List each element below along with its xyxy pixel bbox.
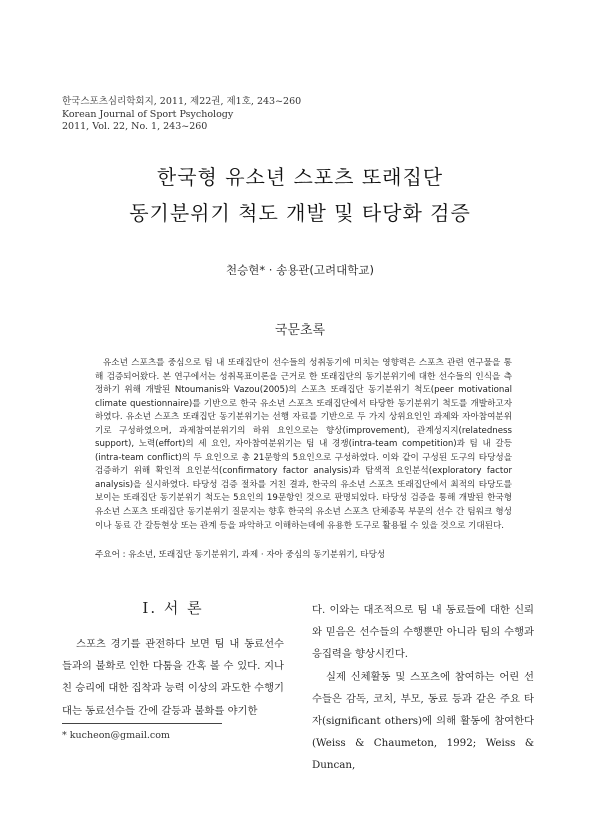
paper-title-line2: 동기분위기 척도 개발 및 타당화 검증 [129,201,471,225]
journal-korean: 한국스포츠심리학회지, 2011, 제22권, 제1호, 243~260 [62,96,302,107]
paper-title-line1: 한국형 유소년 스포츠 또래집단 [156,165,444,189]
keywords: 주요어 : 유소년, 또래집단 동기분위기, 과제 · 자아 중심의 동기분위기, 타당성 [95,550,386,560]
footnote-rule [62,723,222,724]
intro-paragraph-2: 다. 이와는 대조적으로 팀 내 동료들에 대한 신뢰와 믿음은 선수들의 수행뿐만 아니라 팀의 수행과 응집력을 향상시킨다. [312,604,534,661]
footnote-email: * kucheon@gmail.com [62,730,170,741]
abstract-text: 유소년 스포츠를 중심으로 팀 내 또래집단이 선수들의 성취동기에 미치는 영향력은 스포츠 관련 연구물을 통해 검증되어왔다. 본 연구에서는 성취목표이론을 근거로 한 또래집단의 동기분위기에 대한 선수들의 인식을 측정하기 위해 개발된 Ntoumanis와 Vazou(2005)의 스포츠 또래집단 동기분위기 척도(peer motivational climate questionnaire)를 기반으로 한국 유소년 스포츠 또래집단에서 타당한 동기분위기 척도를 개발하고자 하였다. 유소년 스포츠 또래집단 동기분위기는 선행 자료를 기반으로 두 가지 상위요인인 과제와 자아참여분위기로 구성하였으며, 과제참여분위기의 하위 요인으로는 향상(improvement), 관계성지지(relatedness support), 노력(effort)의 세 요인, 자아참여분위기는 팀 내 경쟁(intra-team competition)과 팀 내 갈등(intra-team conflict)의 두 요인으로 총 21문항의 5요인으로 구성하였다. 이와 같이 구성된 도구의 타당성을 검증하기 위해 확인적 요인분석(confirmatory factor analysis)과 탐색적 요인분석(exploratory factor analysis)을 실시하였다. 타당성 검증 절차를 거친 결과, 한국의 유소년 스포츠 또래집단에서 최적의 타당도를 보이는 또래집단 동기분위기 척도는 5요인의 19문항인 것으로 판명되었다. 타당성 검증을 통해 개발된 한국형 유소년 스포츠 또래집단 동기분위기 질문지는 향후 한국의 유소년 스포츠 단체종목 부문의 선수 간 팀워크 형성이나 동료 간 갈등현상 또는 관계 등을 파악하고 이해하는데에 유용한 도구로 활용될 수 있을 것으로 기대된다. [95,358,512,531]
right-column [312,599,534,777]
journal-header [62,96,301,134]
intro-paragraph-1: 스포츠 경기를 관전하다 보면 팀 내 동료선수들과의 불화로 인한 다툼을 간혹 볼 수 있다. 지나친 승리에 대한 집착과 능력 이상의 과도한 수행기대는 동료선수들 간에 갈등과 불화를 야기한 [62,638,284,717]
intro-paragraph-3: 실제 신체활동 및 스포츠에 참여하는 어린 선수들은 감독, 코치, 부모, 동료 등과 같은 주요 타자(significant others)에 의해 활동에 참여한다 (Weiss & Chaumeton, 1992; Weiss & Duncan, [312,670,534,772]
left-column [62,597,284,722]
journal-english: Korean Journal of Sport Psychology [62,108,234,120]
section-title: Ⅰ. 서 론 [142,599,204,617]
journal-volume: 2011, Vol. 22, No. 1, 243~260 [62,121,208,132]
abstract-heading: 국문초록 [274,323,326,338]
authors: 천승현* · 송용관(고려대학교) [226,263,374,277]
